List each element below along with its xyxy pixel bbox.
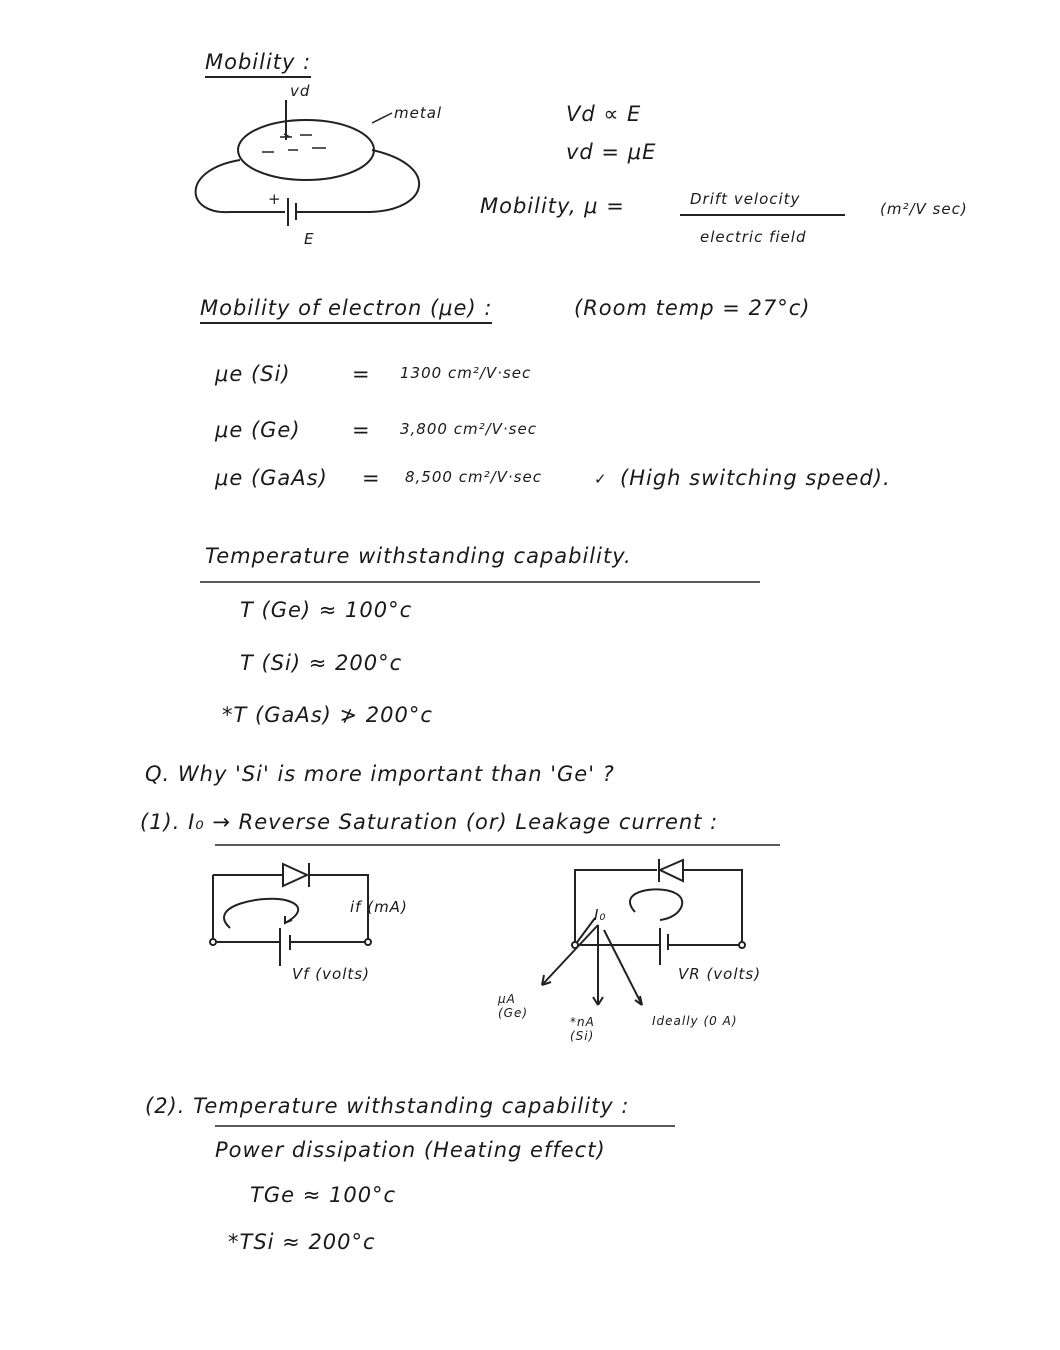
reverse-bias-circuit bbox=[542, 859, 745, 1005]
point-1: (1). I₀ → Reverse Saturation (or) Leakage current : bbox=[140, 810, 719, 834]
forward-voltage-label: Vf (volts) bbox=[292, 965, 370, 983]
forward-current-label: if (mA) bbox=[350, 898, 408, 916]
si-leakage-label: *nA (Si) bbox=[570, 1015, 595, 1043]
row-eq: = bbox=[362, 466, 381, 490]
row-value: 1300 cm²/V·sec bbox=[400, 364, 532, 382]
temp-row: *T (GaAs) ≯ 200°c bbox=[222, 703, 433, 727]
eq-proportional: Vd ∝ E bbox=[566, 102, 642, 126]
metal-label: metal bbox=[394, 104, 443, 122]
row-label: μe (GaAs) bbox=[215, 466, 328, 490]
denominator: electric field bbox=[700, 228, 807, 246]
question: Q. Why 'Si' is more important than 'Ge' ? bbox=[145, 762, 615, 786]
remark: (High switching speed). bbox=[620, 466, 891, 490]
row-eq: = bbox=[352, 418, 371, 442]
temp-row: T (Ge) ≈ 100°c bbox=[240, 598, 413, 622]
eq-drift: vd = μE bbox=[566, 140, 657, 164]
row-label: μe (Si) bbox=[215, 362, 291, 386]
row-label: μe (Ge) bbox=[215, 418, 301, 442]
leakage-current-label: I₀ bbox=[594, 906, 607, 924]
heading-mobility: Mobility : bbox=[205, 50, 311, 78]
heading-temperature: Temperature withstanding capability. bbox=[205, 544, 632, 568]
reverse-voltage-label: VR (volts) bbox=[678, 965, 762, 983]
row-value: 8,500 cm²/V·sec bbox=[405, 468, 542, 486]
mobility-definition: Mobility, μ = bbox=[480, 194, 625, 218]
temp-row: *TSi ≈ 200°c bbox=[228, 1230, 376, 1254]
plus-label: + bbox=[268, 190, 282, 208]
temp-row: T (Si) ≈ 200°c bbox=[240, 651, 403, 675]
numerator: Drift velocity bbox=[690, 190, 801, 208]
row-value: 3,800 cm²/V·sec bbox=[400, 420, 537, 438]
ge-leakage-label: μA (Ge) bbox=[498, 992, 529, 1020]
e-label: E bbox=[304, 230, 315, 248]
check-icon: ✓ bbox=[594, 470, 608, 488]
room-temp-note: (Room temp = 27°c) bbox=[574, 296, 811, 320]
point-2-line: Power dissipation (Heating effect) bbox=[215, 1138, 606, 1162]
ideal-leakage-label: Ideally (0 A) bbox=[652, 1014, 738, 1028]
point-2-heading: (2). Temperature withstanding capability : bbox=[145, 1094, 630, 1118]
vd-label: vd bbox=[290, 82, 311, 100]
forward-bias-circuit bbox=[210, 863, 371, 966]
unit: (m²/V sec) bbox=[880, 200, 968, 218]
temp-row: TGe ≈ 100°c bbox=[250, 1183, 397, 1207]
row-eq: = bbox=[352, 362, 371, 386]
heading-electron-mobility: Mobility of electron (μe) : bbox=[200, 296, 492, 324]
metal-circuit-diagram bbox=[196, 100, 420, 226]
